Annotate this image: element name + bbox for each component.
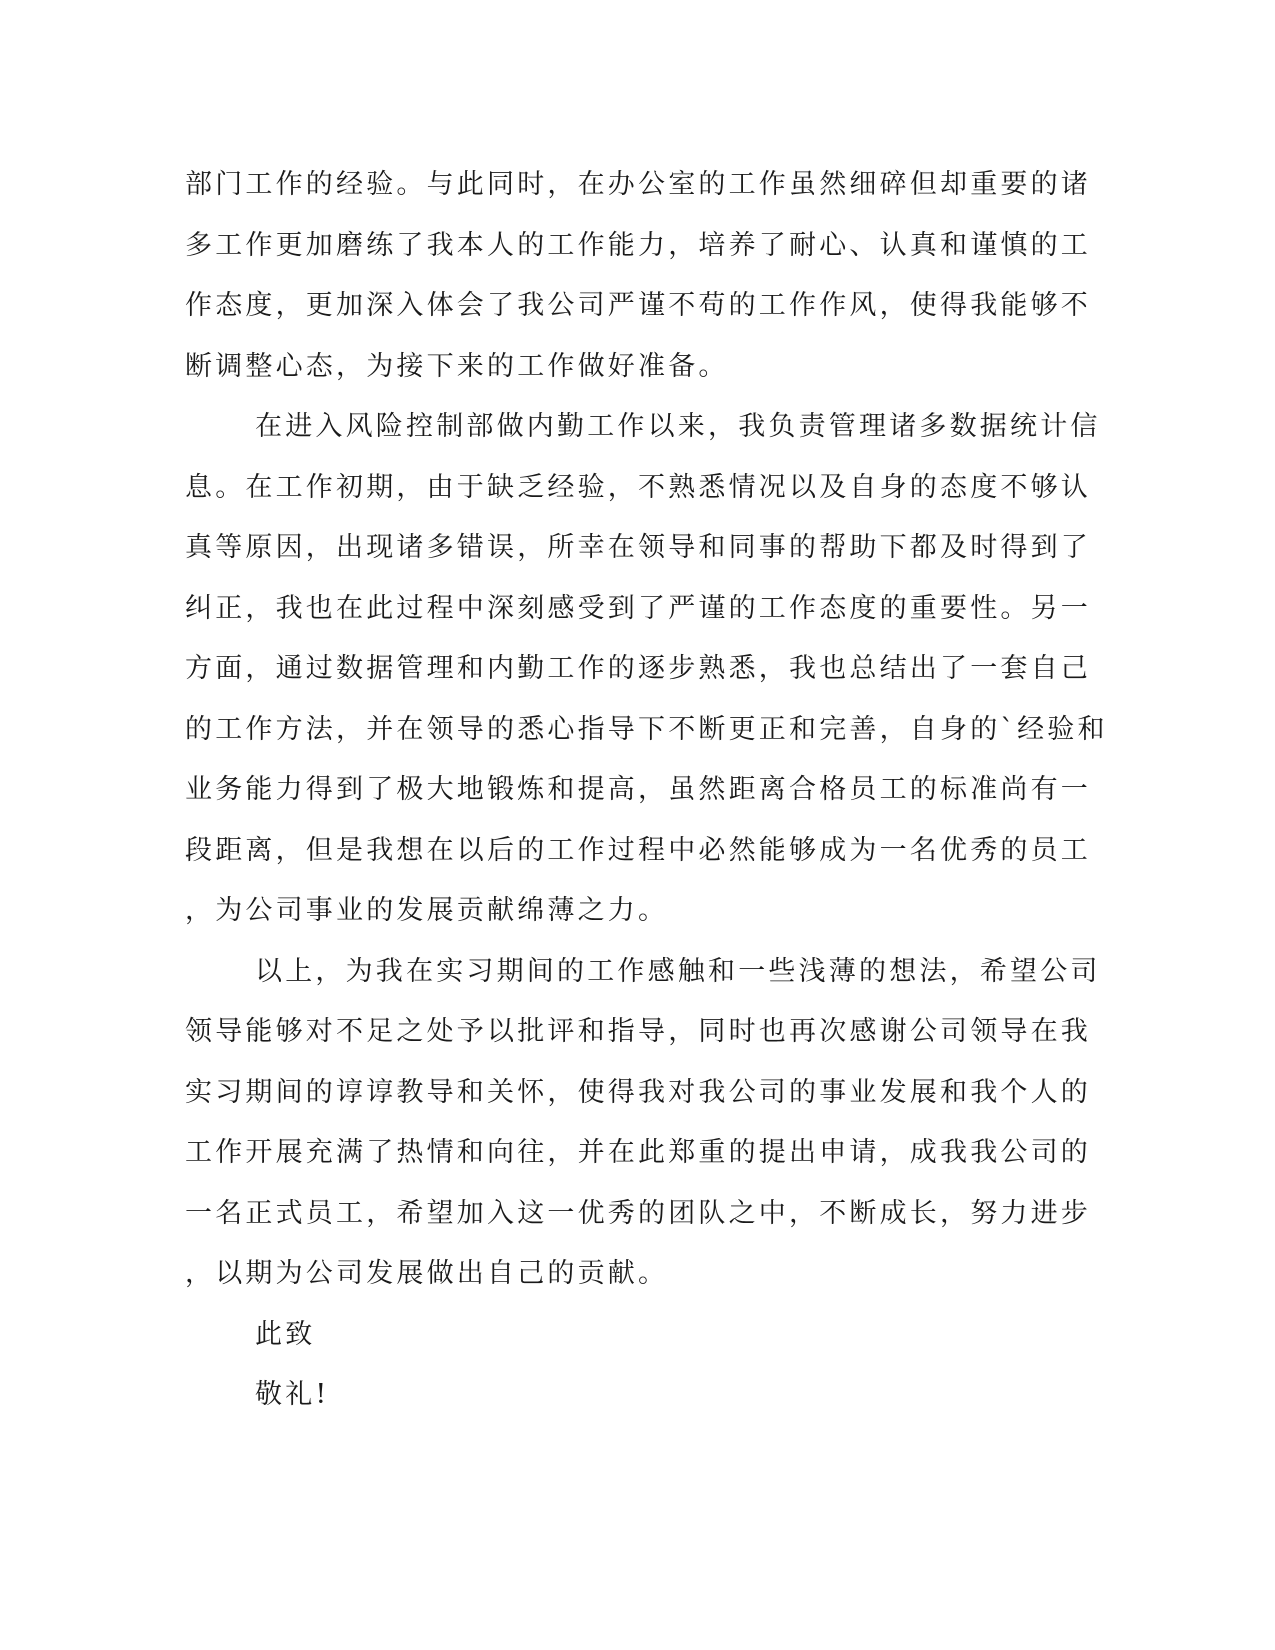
text-line: 业务能力得到了极大地锻炼和提高，虽然距离合格员工的标准尚有一 <box>185 774 1091 805</box>
text-line: 段距离，但是我想在以后的工作过程中必然能够成为一名优秀的员工 <box>185 834 1091 866</box>
text-line: 多工作更加磨练了我本人的工作能力，培养了耐心、认真和谨慎的工 <box>185 229 1091 261</box>
text-line: 部门工作的经验。与此同时，在办公室的工作虽然细碎但却重要的诸 <box>185 169 1091 200</box>
salutation: 敬礼! <box>255 1379 330 1410</box>
text-line: 在进入风险控制部做内勤工作以来，我负责管理诸多数据统计信 <box>255 411 1101 442</box>
text-line: ，为公司事业的发展贡献绵薄之力。 <box>185 895 669 926</box>
text-line: 以上，为我在实习期间的工作感触和一些浅薄的想法，希望公司 <box>255 955 1101 987</box>
text-line: 实习期间的谆谆教导和关怀，使得我对我公司的事业发展和我个人的 <box>185 1076 1091 1108</box>
text-line: 息。在工作初期，由于缺乏经验，不熟悉情况以及自身的态度不够认 <box>185 471 1091 503</box>
letter-body <box>185 155 1108 1426</box>
text-line: 工作开展充满了热情和向往，并在此郑重的提出申请，成我我公司的 <box>185 1137 1091 1168</box>
text-line: 纠正，我也在此过程中深刻感受到了严谨的工作态度的重要性。另一 <box>185 592 1091 624</box>
closing-phrase: 此致 <box>255 1318 316 1350</box>
text-line: 作态度，更加深入体会了我公司严谨不苟的工作作风，使得我能够不 <box>185 290 1091 321</box>
text-line: 方面，通过数据管理和内勤工作的逐步熟悉，我也总结出了一套自己 <box>185 653 1091 684</box>
text-line: 真等原因，出现诸多错误，所幸在领导和同事的帮助下都及时得到了 <box>185 532 1091 563</box>
text-line: 断调整心态，为接下来的工作做好准备。 <box>185 350 729 382</box>
text-line: 的工作方法，并在领导的悉心指导下不断更正和完善，自身的`经验和 <box>185 713 1108 745</box>
text-line: 一名正式员工，希望加入这一优秀的团队之中，不断成长，努力进步 <box>185 1197 1091 1229</box>
text-line: 领导能够对不足之处予以批评和指导，同时也再次感谢公司领导在我 <box>185 1016 1091 1047</box>
text-line: ，以期为公司发展做出自己的贡献。 <box>185 1258 669 1289</box>
